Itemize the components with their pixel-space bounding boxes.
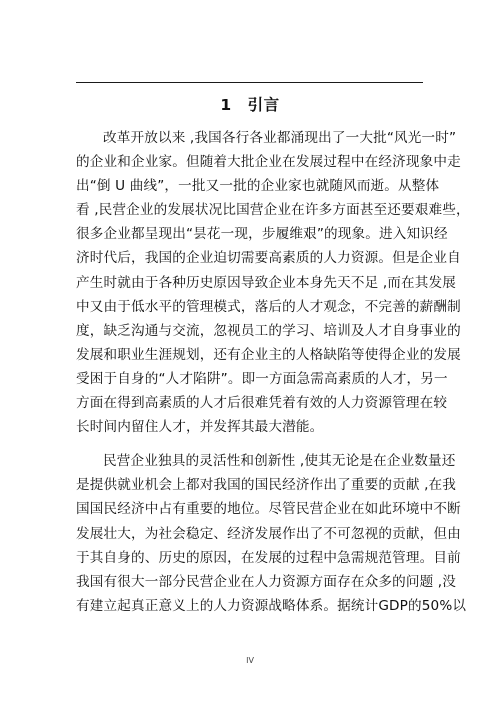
paragraph-line: 国国民经济中占有重要的地位。尽管民营企业在如此环境中不断 — [76, 501, 461, 518]
section-heading — [0, 93, 500, 115]
paragraph-line: 受困于自身的“人才陷阱”。即一方面急需高素质的人才，另一 — [76, 370, 448, 387]
paragraph-line: 出“倒 U 曲线”，一批又一批的企业家也就随风而逝。从整体 — [76, 178, 440, 195]
section-number: 1 — [220, 96, 232, 114]
paragraph-line: 看 ,民营企业的发展状况比国营企业在许多方面甚至还要艰难些， — [76, 202, 470, 219]
paragraph-line: 民营企业独具的灵活性和创新性 ,使其无论是在企业数量还 — [103, 453, 456, 470]
paragraph-line: 方面在得到高素质的人才后很难凭着有效的人力资源管理在较 — [76, 395, 448, 412]
section-title: 引言 — [247, 96, 280, 114]
paragraph-line: 长时间内留住人才，并发挥其最大潜能。 — [76, 419, 324, 436]
paragraph-line: 中又由于低水平的管理模式，落后的人才观念，不完善的薪酬制 — [76, 298, 461, 315]
header-rule — [76, 82, 423, 83]
paragraph-line: 度，缺乏沟通与交流，忽视员工的学习、培训及人才自身事业的 — [76, 322, 461, 339]
paragraph-line: 我国有很大一部分民营企业在人力资源方面存在众多的问题 ,没 — [76, 573, 457, 590]
paragraph-line: 的企业和企业家。但随着大批企业在发展过程中在经济现象中走 — [76, 154, 461, 171]
paragraph-2 — [76, 449, 467, 618]
page-number: IV — [246, 656, 254, 665]
paragraph-line: 有建立起真正意义上的人力资源战略体系。据统计GDP的50%以 — [76, 597, 467, 614]
paragraph-line: 很多企业都呈现出“昙花一现，步履维艰”的现象。进入知识经 — [76, 226, 448, 243]
paragraph-1 — [76, 126, 470, 439]
paragraph-line: 是提供就业机会上都对我国的国民经济作出了重要的贡献 ,在我 — [76, 477, 457, 494]
paragraph-line: 产生时就由于各种历史原因导致企业本身先天不足 ,而在其发展 — [76, 274, 457, 291]
body-text — [76, 126, 470, 618]
paragraph-line: 发展壮大，为社会稳定、经济发展作出了不可忽视的贡献，但由 — [76, 525, 461, 542]
paragraph-line: 发展和职业生涯规划，还有企业主的人格缺陷等使得企业的发展 — [76, 346, 461, 363]
paragraph-line: 改革开放以来 ,我国各行各业都涌现出了一大批“风光一时” — [103, 130, 457, 146]
paragraph-line: 济时代后，我国的企业迫切需要高素质的人力资源。但是企业自 — [76, 250, 461, 267]
paragraph-gap — [76, 439, 423, 449]
paragraph-line: 于其自身的、历史的原因，在发展的过程中急需规范管理。目前 — [76, 549, 461, 566]
